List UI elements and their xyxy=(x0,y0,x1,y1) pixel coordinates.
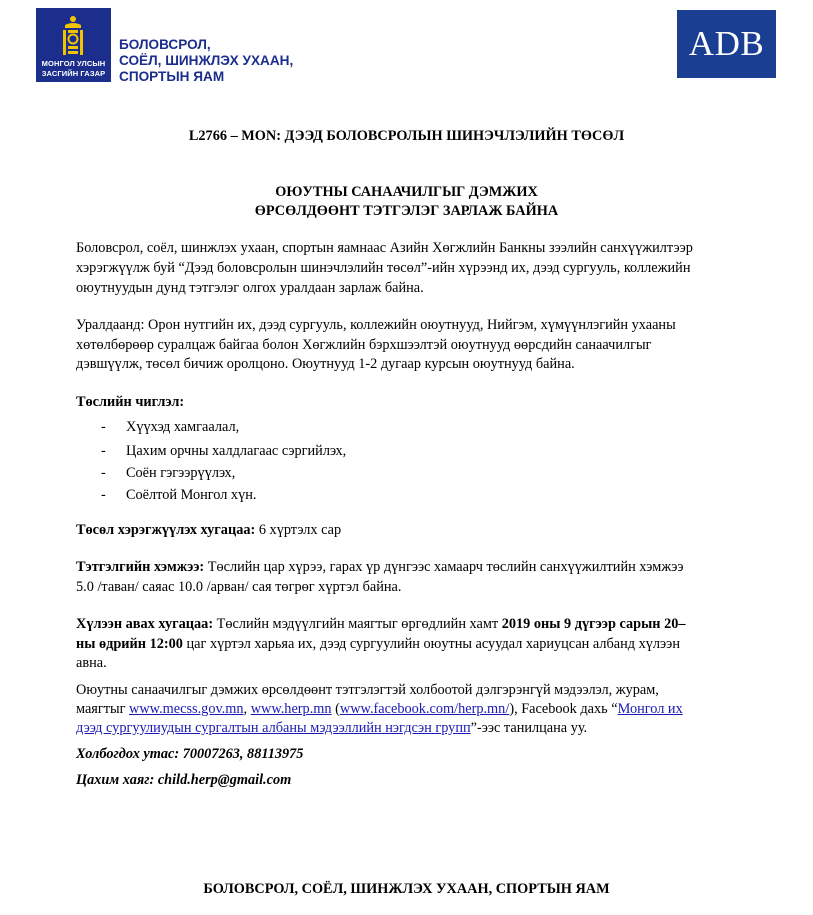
duration-value: 6 хүртэлх сар xyxy=(255,522,342,538)
bullet-dash: - xyxy=(101,465,106,481)
ministry-line: СОЁЛ, ШИНЖЛЭХ УХААН, xyxy=(119,53,294,68)
contact-email: Цахим хаяг: child.herp@gmail.com xyxy=(76,772,292,788)
direction-item: Соён гэгээрүүлэх, xyxy=(126,465,236,481)
link-facebook[interactable]: www.facebook.com/herp.mn/ xyxy=(339,701,510,717)
grant-line2: 5.0 /таван/ саяас 10.0 /арван/ сая төгрөг хүртэл байна. xyxy=(76,579,402,595)
duration-label: Төсөл хэрэгжүүлэх хугацаа: xyxy=(76,522,256,538)
intro-paragraph-line: Боловсрол, соёл, шинжлэх ухаан, спортын яамнаас Азийн Хөгжлийн Банкны зээлийн санхүүжилтээр xyxy=(76,240,693,256)
info-text: ), Facebook дахь “ xyxy=(509,701,618,717)
deadline-line1 xyxy=(76,616,686,633)
deadline-label: Хүлээн авах хугацаа: xyxy=(76,616,214,632)
ministry-name xyxy=(119,37,293,85)
bullet-dash: - xyxy=(101,419,106,435)
deadline-line3: авна. xyxy=(76,655,107,671)
contact-phone: Холбогдох утас: 70007263, 88113975 xyxy=(76,746,304,762)
info-line3 xyxy=(76,720,587,737)
info-line2 xyxy=(76,701,683,718)
footer-ministry: БОЛОВСРОЛ, СОЁЛ, ШИНЖЛЭХ УХААН, СПОРТЫН ЯАМ xyxy=(203,881,610,897)
grant-label: Тэтгэлгийн хэмжээ: xyxy=(76,559,205,575)
gov-caption-line1: МОНГОЛ УЛСЫН xyxy=(41,59,106,68)
info-line1: Оюутны санаачилгыг дэмжих өрсөлдөөнт тэтгэлэгтэй холбоотой дэлгэрэнгүй мэдээлэл, журам, xyxy=(76,682,659,698)
info-sep: , xyxy=(243,701,251,717)
ministry-line: БОЛОВСРОЛ, xyxy=(119,37,211,52)
deadline-text: Төслийн мэдүүлгийн маягтыг өргөдлийн хамт xyxy=(213,616,502,632)
intro-paragraph-line: оюутнуудын дунд тэтгэлэг олгох уралдаан зарлаж байна. xyxy=(76,280,424,296)
direction-item: Хүүхэд хамгаалал, xyxy=(126,419,240,435)
directions-heading: Төслийн чиглэл: xyxy=(76,394,185,410)
bullet-dash: - xyxy=(101,487,106,503)
info-sep: ( xyxy=(331,701,340,717)
adb-logo: ADB xyxy=(677,10,776,78)
grant-text: Төслийн цар хүрээ, гарах үр дүнгээс хамаарч төслийн санхүүжилтийн хэмжээ xyxy=(204,559,684,575)
eligibility-paragraph-line: дэвшүүлж, төсөл бичиж оролцоно. Оюутнууд 1-2 дугаар курсын оюутнууд байна. xyxy=(76,356,575,372)
soyombo-emblem-icon xyxy=(60,15,86,57)
eligibility-paragraph-line: Уралдаанд: Орон нутгийн их, дээд сургууль, коллежийн оюутнууд, Нийгэм, хүмүүнлэгийн ухааны xyxy=(76,317,676,333)
link-mecss[interactable]: www.mecss.gov.mn xyxy=(129,701,244,717)
duration-line xyxy=(76,522,341,539)
direction-item: Соёлтой Монгол хүн. xyxy=(126,487,257,503)
grant-line1 xyxy=(76,559,684,576)
ministry-line: СПОРТЫН ЯАМ xyxy=(119,69,225,84)
deadline-line2 xyxy=(76,636,680,653)
deadline-date: 2019 оны 9 дүгээр сарын 20– xyxy=(501,616,686,632)
info-text: маягтыг xyxy=(76,701,130,717)
intro-paragraph-line: хэрэгжүүлж буй “Дээд боловсролын шинэчлэлийн төсөл”-ийн хүрээнд их, дээд сургууль, коллежийн xyxy=(76,260,691,276)
project-title: L2766 – MON: ДЭЭД БОЛОВСРОЛЫН ШИНЭЧЛЭЛИЙН ТӨСӨЛ xyxy=(188,128,625,144)
info-text: ”-ээс танилцана уу. xyxy=(470,720,588,736)
announcement-title-line2: ӨРСӨЛДӨӨНТ ТЭТГЭЛЭГ ЗАРЛАЖ БАЙНА xyxy=(254,203,559,219)
link-facebook-group[interactable]: Монгол их xyxy=(617,701,683,717)
deadline-time: ны өдрийн 12:00 xyxy=(76,636,183,652)
eligibility-paragraph-line: хөтөлбөрөөр суралцаж байгаа болон Хөгжлийн бэрхшээлтэй оюутнууд өөрсдийн санаачилгыг xyxy=(76,337,652,353)
link-herp[interactable]: www.herp.mn xyxy=(250,701,332,717)
announcement-title-line1: ОЮУТНЫ САНААЧИЛГЫГ ДЭМЖИХ xyxy=(275,184,538,200)
bullet-dash: - xyxy=(101,443,106,459)
government-logo xyxy=(36,8,111,82)
direction-item: Цахим орчны халдлагаас сэргийлэх, xyxy=(126,443,347,459)
gov-caption-line2: ЗАСГИЙН ГАЗАР xyxy=(41,69,106,78)
deadline-text: цаг хүртэл харьяа их, дээд сургуулийн оюутны асуудал хариуцсан албанд хүлээн xyxy=(182,636,680,652)
link-facebook-group[interactable]: дээд сургуулиудын сургалтын албаны мэдээллийн нэгдсэн групп xyxy=(76,720,471,736)
